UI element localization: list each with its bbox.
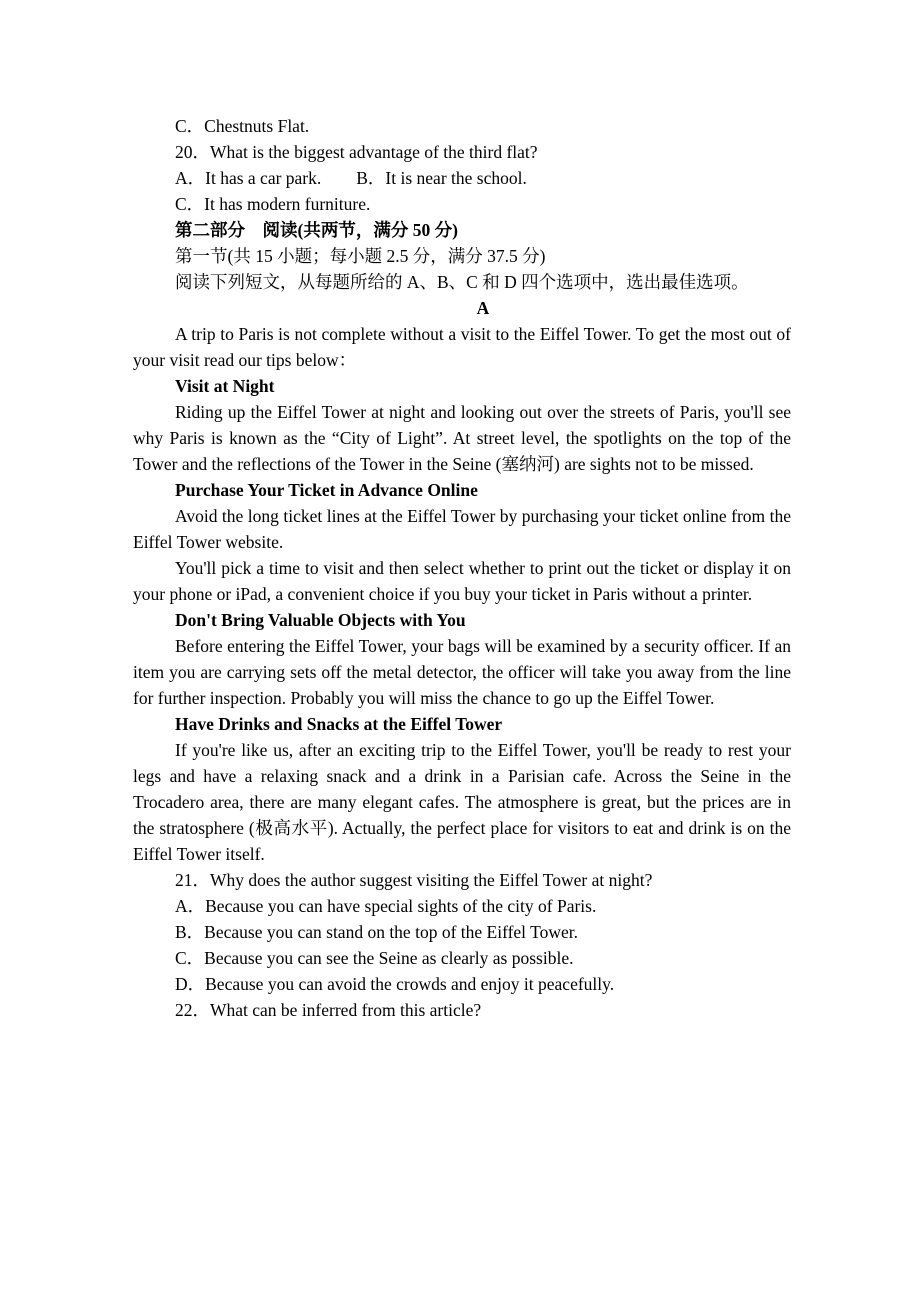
tip-heading: Purchase Your Ticket in Advance Online [175, 480, 478, 500]
answer-option: C．It has modern furniture. [175, 194, 371, 214]
passage-paragraph: You'll pick a time to visit and then select whether to print out the ticket or display it on your phone or iPad, a convenient choice if you buy your ticket in Paris without a printer. [133, 558, 791, 604]
passage-label: A [476, 298, 490, 318]
question-line: 21．Why does the author suggest visiting the Eiffel Tower at night? [175, 870, 653, 890]
answer-option: C．Chestnuts Flat. [175, 116, 310, 136]
passage-paragraph: If you're like us, after an exciting trip to the Eiffel Tower, you'll be ready to rest your legs and have a relaxing snack and a drink in a Parisian cafe. Across the Seine in the Trocadero area, there are many elegant cafes. The atmosphere is great, but the prices are in the stratosphere (极高水平). Actually, the perfect place for visitors to eat and drink is on the Eiffel Tower itself. [133, 740, 791, 864]
passage-paragraph: Before entering the Eiffel Tower, your bags will be examined by a security officer. If an item you are carrying sets off the metal detector, the officer will take you away from the line for further inspection. Probably you will miss the chance to go up the Eiffel Tower. [133, 636, 791, 708]
exam-page [133, 113, 791, 1023]
answer-option: D．Because you can avoid the crowds and enjoy it peacefully. [175, 974, 615, 994]
passage-paragraph: Riding up the Eiffel Tower at night and looking out over the streets of Paris, you'll see why Paris is known as the “City of Light”. At street level, the spotlights on the top of the Tower and the reflections of the Tower in the Seine (塞纳河) are sights not to be missed. [133, 402, 791, 474]
subsection-heading: 第一节(共 15 小题；每小题 2.5 分，满分 37.5 分) [175, 246, 546, 266]
tip-heading: Visit at Night [175, 376, 275, 396]
question-line: 20．What is the biggest advantage of the third flat? [175, 142, 538, 162]
answer-option: B．Because you can stand on the top of the Eiffel Tower. [175, 922, 578, 942]
answer-option: C．Because you can see the Seine as clearly as possible. [175, 948, 574, 968]
passage-paragraph: A trip to Paris is not complete without a visit to the Eiffel Tower. To get the most out of your visit read our tips below： [133, 324, 791, 370]
answer-option: A．It has a car park. B．It is near the school. [175, 168, 527, 188]
answer-option: A．Because you can have special sights of the city of Paris. [175, 896, 597, 916]
passage-paragraph: Avoid the long ticket lines at the Eiffel Tower by purchasing your ticket online from the Eiffel Tower website. [133, 506, 791, 552]
instructions-paragraph: 阅读下列短文，从每题所给的 A、B、C 和 D 四个选项中，选出最佳选项。 [175, 272, 749, 292]
tip-heading: Don't Bring Valuable Objects with You [175, 610, 466, 630]
question-line: 22．What can be inferred from this article? [175, 1000, 482, 1020]
tip-heading: Have Drinks and Snacks at the Eiffel Tower [175, 714, 503, 734]
section-heading: 第二部分 阅读(共两节，满分 50 分) [175, 220, 458, 240]
